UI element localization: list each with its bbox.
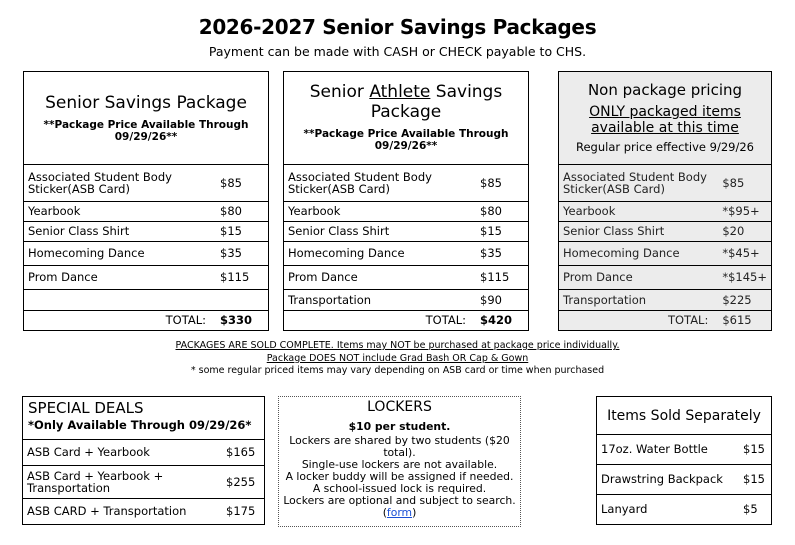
table-row xyxy=(559,201,771,221)
item-name: Yearbook xyxy=(24,201,216,221)
table-row xyxy=(597,464,771,494)
total-row xyxy=(24,310,268,330)
lockers-line: Lockers are optional and subject to search. xyxy=(283,494,516,507)
package-title: Senior Savings Package xyxy=(45,93,247,113)
item-price: *$45+ xyxy=(718,241,771,265)
paren: ( xyxy=(382,506,387,519)
special-deals xyxy=(22,396,265,525)
package-sub: Regular price effective 9/29/26 xyxy=(575,140,754,154)
lockers-line: Single-use lockers are not available. xyxy=(301,458,498,471)
package-header xyxy=(559,72,771,165)
item-price: $85 xyxy=(476,165,528,201)
item-name: Homecoming Dance xyxy=(559,241,718,265)
table-row xyxy=(24,165,268,201)
sold-separately-title: Items Sold Separately xyxy=(597,397,771,435)
package-note: **Package Price Available Through 09/29/26** xyxy=(43,119,249,143)
senior-athlete-savings-package xyxy=(283,71,529,331)
package-title: Non package pricing xyxy=(587,81,743,99)
item-name: Transportation xyxy=(284,289,476,310)
senior-savings-package xyxy=(23,71,269,331)
page-title: 2026-2027 Senior Savings Packages xyxy=(198,15,597,39)
payment-note: Payment can be made with CASH or CHECK payable to CHS. xyxy=(208,44,587,59)
table-row xyxy=(284,289,528,310)
table-row xyxy=(24,265,268,289)
table-row xyxy=(559,265,771,289)
table-row xyxy=(284,201,528,221)
item-name: Homecoming Dance xyxy=(284,241,476,265)
item-name: Lanyard xyxy=(601,502,648,517)
item-name: ASB Card + Yearbook + Transportation xyxy=(23,465,222,498)
paren: ) xyxy=(412,506,417,519)
lockers-price: $10 per student. xyxy=(348,420,451,433)
item-name: Drawstring Backpack xyxy=(597,464,739,494)
item-name xyxy=(24,289,216,310)
item-price: $20 xyxy=(718,221,771,241)
item-name: Homecoming Dance xyxy=(24,241,216,265)
package-title-part: Savings Package xyxy=(370,82,503,122)
package-items xyxy=(284,165,528,330)
table-row xyxy=(559,165,771,201)
table-row xyxy=(284,265,528,289)
total-row xyxy=(559,310,771,330)
item-price: $115 xyxy=(476,265,528,289)
item-name: Associated Student Body Sticker(ASB Card) xyxy=(284,165,476,201)
item-name: Transportation xyxy=(559,289,718,310)
item-name: 17oz. Water Bottle xyxy=(597,435,739,464)
table-row xyxy=(24,201,268,221)
package-note: **Package Price Available Through 09/29/26** xyxy=(303,128,509,152)
table-row xyxy=(284,221,528,241)
item-price: $85 xyxy=(718,165,771,201)
sold-separately-items xyxy=(597,435,771,524)
item-name: Senior Class Shirt xyxy=(24,221,216,241)
package-items xyxy=(24,165,268,330)
package-title-part: Senior xyxy=(309,82,370,102)
package-notes xyxy=(0,340,795,378)
package-items xyxy=(559,165,771,330)
item-price xyxy=(216,289,268,310)
item-name: Senior Class Shirt xyxy=(284,221,476,241)
total-row xyxy=(284,310,528,330)
table-row xyxy=(559,221,771,241)
note-sold-complete: PACKAGES ARE SOLD COMPLETE. Items may NOT be purchased at package price individually. xyxy=(175,340,620,351)
item-price: $80 xyxy=(476,201,528,221)
item-price: $90 xyxy=(476,289,528,310)
item-price: $80 xyxy=(216,201,268,221)
note-regular-price: * some regular priced items may vary depending on ASB card or time when purchased xyxy=(190,365,605,376)
lockers-box xyxy=(278,396,521,527)
item-price: $5 xyxy=(743,502,758,517)
item-price: $15 xyxy=(739,464,771,494)
item-price: *$145+ xyxy=(718,265,771,289)
item-name: Senior Class Shirt xyxy=(559,221,718,241)
item-price: $15 xyxy=(739,435,771,464)
total-label: TOTAL: xyxy=(667,313,709,328)
table-row xyxy=(597,494,771,524)
total-value: $420 xyxy=(480,313,513,328)
item-name: Yearbook xyxy=(284,201,476,221)
item-price: $165 xyxy=(222,440,264,465)
lockers-form-link[interactable]: form xyxy=(386,506,413,519)
table-row xyxy=(24,241,268,265)
item-price: $175 xyxy=(226,504,256,519)
table-row xyxy=(24,221,268,241)
special-deals-title: SPECIAL DEALS xyxy=(28,399,144,417)
item-name: Prom Dance xyxy=(24,265,216,289)
table-row xyxy=(559,241,771,265)
item-price: $35 xyxy=(476,241,528,265)
table-row xyxy=(597,435,771,464)
items-sold-separately xyxy=(596,396,772,525)
table-row xyxy=(559,289,771,310)
item-price: $15 xyxy=(476,221,528,241)
total-value: $330 xyxy=(220,313,253,328)
package-title-athlete: Athlete xyxy=(369,82,431,102)
item-name: ASB Card + Yearbook xyxy=(23,440,222,465)
item-name: Yearbook xyxy=(559,201,718,221)
item-price: $115 xyxy=(216,265,268,289)
table-row xyxy=(284,241,528,265)
package-header xyxy=(284,72,528,165)
item-price: $85 xyxy=(216,165,268,201)
lockers-form xyxy=(279,507,520,519)
special-deals-header xyxy=(23,397,264,440)
item-name: ASB CARD + Transportation xyxy=(27,504,187,519)
table-row xyxy=(284,165,528,201)
package-header xyxy=(24,72,268,165)
table-row xyxy=(23,498,264,524)
item-price: $255 xyxy=(222,465,264,498)
item-price: $15 xyxy=(216,221,268,241)
non-package-pricing xyxy=(558,71,772,331)
package-title xyxy=(284,82,528,122)
item-name: Associated Student Body Sticker(ASB Card) xyxy=(559,165,718,201)
lockers-line: A locker buddy will be assigned if needed. xyxy=(285,470,514,483)
table-row xyxy=(23,440,264,465)
lockers-line: A school-issued lock is required. xyxy=(312,482,487,495)
lockers-line: Lockers are shared by two students ($20 total). xyxy=(289,434,510,459)
item-name: Prom Dance xyxy=(559,265,718,289)
table-row xyxy=(23,465,264,498)
note-grad-bash: Package DOES NOT include Grad Bash OR Cap & Gown xyxy=(266,352,529,364)
item-name: Associated Student Body Sticker(ASB Card) xyxy=(24,165,216,201)
special-deals-subtitle: *Only Available Through 09/29/26* xyxy=(28,418,252,432)
total-value: $615 xyxy=(722,313,752,328)
special-deals-items xyxy=(23,440,264,524)
item-price: *$95+ xyxy=(718,201,771,221)
item-price: $225 xyxy=(718,289,771,310)
total-label: TOTAL: xyxy=(425,313,466,328)
item-price: $35 xyxy=(216,241,268,265)
package-note: ONLY packaged items available at this time xyxy=(589,104,741,136)
table-row xyxy=(24,289,268,310)
total-label: TOTAL: xyxy=(165,313,206,328)
lockers-title: LOCKERS xyxy=(367,399,432,415)
item-name: Prom Dance xyxy=(284,265,476,289)
